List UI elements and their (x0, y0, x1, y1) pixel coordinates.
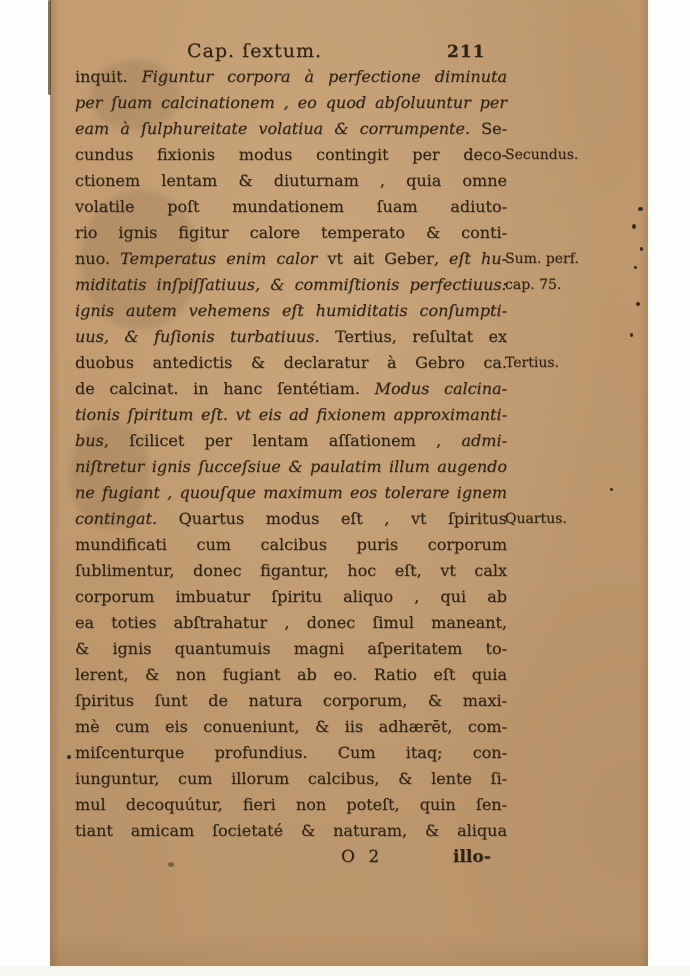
text-segment-italic: Figuntur corpora à perfectione diminuta (141, 67, 508, 86)
text-segment: , ſcilicet per lentam aſſationem , (103, 431, 462, 450)
text-block (75, 38, 579, 870)
text-segment-italic: bus (75, 431, 104, 450)
text-line (75, 324, 507, 350)
text-segment-italic: tionis ſpiritum eſt. vt eis ad fixionem approximanti- (75, 405, 507, 424)
text-line (75, 454, 507, 480)
text-segment: mundificati cum calcibus puris corporum (75, 535, 507, 554)
text-segment: iunguntur, cum illorum calcibus, & lente ſi- (75, 769, 507, 788)
text-segment: duobus antedictis & declaratur à Gebro ca. (75, 353, 507, 372)
text-line (75, 584, 507, 610)
text-line (75, 818, 507, 844)
text-segment: de calcinat. in hanc ſentétiam. (75, 379, 375, 398)
text-segment-italic: miditatis inſpiſſatiuus, & commiſtionis perfectiuus: (75, 275, 507, 294)
ink-speck (632, 224, 636, 229)
text-line (75, 194, 507, 220)
text-segment: tiant amicam ſocietaté & naturam, & aliqua (75, 821, 507, 840)
page-edge-shadow (48, 0, 51, 95)
ink-speck (610, 488, 613, 491)
ink-speck (636, 302, 640, 306)
text-segment: & ignis quantumuis magni aſperitatem to- (75, 639, 507, 658)
text-segment: corporum imbuatur ſpiritu aliquo , qui ab (75, 587, 507, 606)
text-segment: mè cum eis conueniunt, & iis adhærēt, com- (75, 717, 507, 736)
text-segment-italic: eam à ſulphureitate volatiua & corrumpente. (75, 119, 482, 138)
text-segment: ſpiritus ſunt de natura corporum, & maxi- (75, 691, 507, 710)
ink-speck (634, 266, 637, 269)
ink-speck (67, 755, 71, 759)
margin-note: cap. 75. (505, 277, 562, 293)
text-line (75, 428, 507, 454)
text-line (75, 220, 507, 246)
text-segment: nuo. (75, 249, 121, 268)
text-segment: mul decoquútur, fieri non poteſt, quin ſen- (75, 795, 507, 814)
ink-speck (630, 333, 633, 337)
text-line (75, 350, 559, 376)
text-segment-italic: Modus calcina- (374, 379, 507, 398)
ink-speck (638, 207, 643, 211)
text-line (75, 402, 507, 428)
text-segment-italic: , eſt hu- (433, 249, 507, 268)
signature-mark: O 2 (341, 847, 384, 867)
text-line (75, 714, 507, 740)
text-segment: inquit. (75, 67, 142, 86)
text-line (75, 506, 567, 532)
text-lines (75, 64, 579, 844)
text-line (75, 116, 507, 142)
text-segment: miſcenturque profundius. Cum itaq; con- (75, 743, 507, 762)
text-line (75, 64, 507, 90)
text-line (75, 168, 507, 194)
text-segment: vt ait Geber (327, 249, 434, 268)
text-segment-italic: ignis autem vehemens eſt humiditatis conſumpti- (75, 301, 507, 320)
text-segment: ſublimentur, donec figantur, hoc eſt, vt calx (75, 561, 507, 580)
text-segment: Se- (481, 119, 507, 138)
text-line (75, 272, 562, 298)
text-segment: cundus fixionis modus contingit per deco- (75, 145, 507, 164)
text-segment-italic: Temperatus enim calor (120, 249, 328, 268)
text-line (75, 532, 507, 558)
page-header (75, 38, 507, 64)
text-segment-italic: uus, & fuſionis turbatiuus. (75, 327, 336, 346)
ink-speck (640, 247, 643, 251)
text-segment-italic: admi- (461, 431, 507, 450)
catchword: illo- (453, 847, 491, 867)
margin-note: Quartus. (505, 511, 567, 527)
text-segment: ea toties abſtrahatur , donec ſimul maneant, (75, 613, 507, 632)
text-segment: ctionem lentam & diuturnam , quia omne (75, 171, 507, 190)
text-segment: volatile poſt mundationem ſuam adiuto- (75, 197, 507, 216)
text-segment: lerent, & non fugiant ab eo. Ratio eſt quia (75, 665, 507, 684)
text-segment-italic: ne fugiant , quouſque maximum eos tolerare ignem (75, 483, 507, 502)
text-line (75, 636, 507, 662)
chapter-title: Cap. ſextum. (187, 40, 323, 62)
margin-note: Secundus. (505, 147, 579, 163)
margin-note: Sum. perf. (505, 251, 579, 267)
scan-bottom-margin (0, 966, 690, 976)
page-footer (75, 844, 507, 870)
text-line (75, 142, 579, 168)
book-page-scan (50, 0, 648, 966)
text-line (75, 766, 507, 792)
text-line (75, 688, 507, 714)
text-line (75, 480, 507, 506)
text-segment: rio ignis figitur calore temperato & conti- (75, 223, 507, 242)
text-segment-italic: niſtretur ignis ſucceſsiue & paulatim illum augendo (75, 457, 507, 476)
text-segment-italic: per ſuam calcinationem , eo quod abſoluuntur per (75, 93, 507, 112)
text-line (75, 298, 507, 324)
text-line (75, 376, 507, 402)
text-line (75, 90, 507, 116)
text-line (75, 662, 507, 688)
text-line (75, 558, 507, 584)
text-segment: Tertius, reſultat ex (335, 327, 508, 346)
margin-note: Tertius. (505, 355, 559, 371)
text-line (75, 792, 507, 818)
text-line (75, 246, 579, 272)
text-line (75, 610, 507, 636)
text-segment: Quartus modus eſt , vt ſpiritus (178, 509, 507, 528)
text-line (75, 740, 507, 766)
text-segment-italic: contingat. (75, 509, 179, 528)
page-number: 211 (447, 42, 486, 62)
